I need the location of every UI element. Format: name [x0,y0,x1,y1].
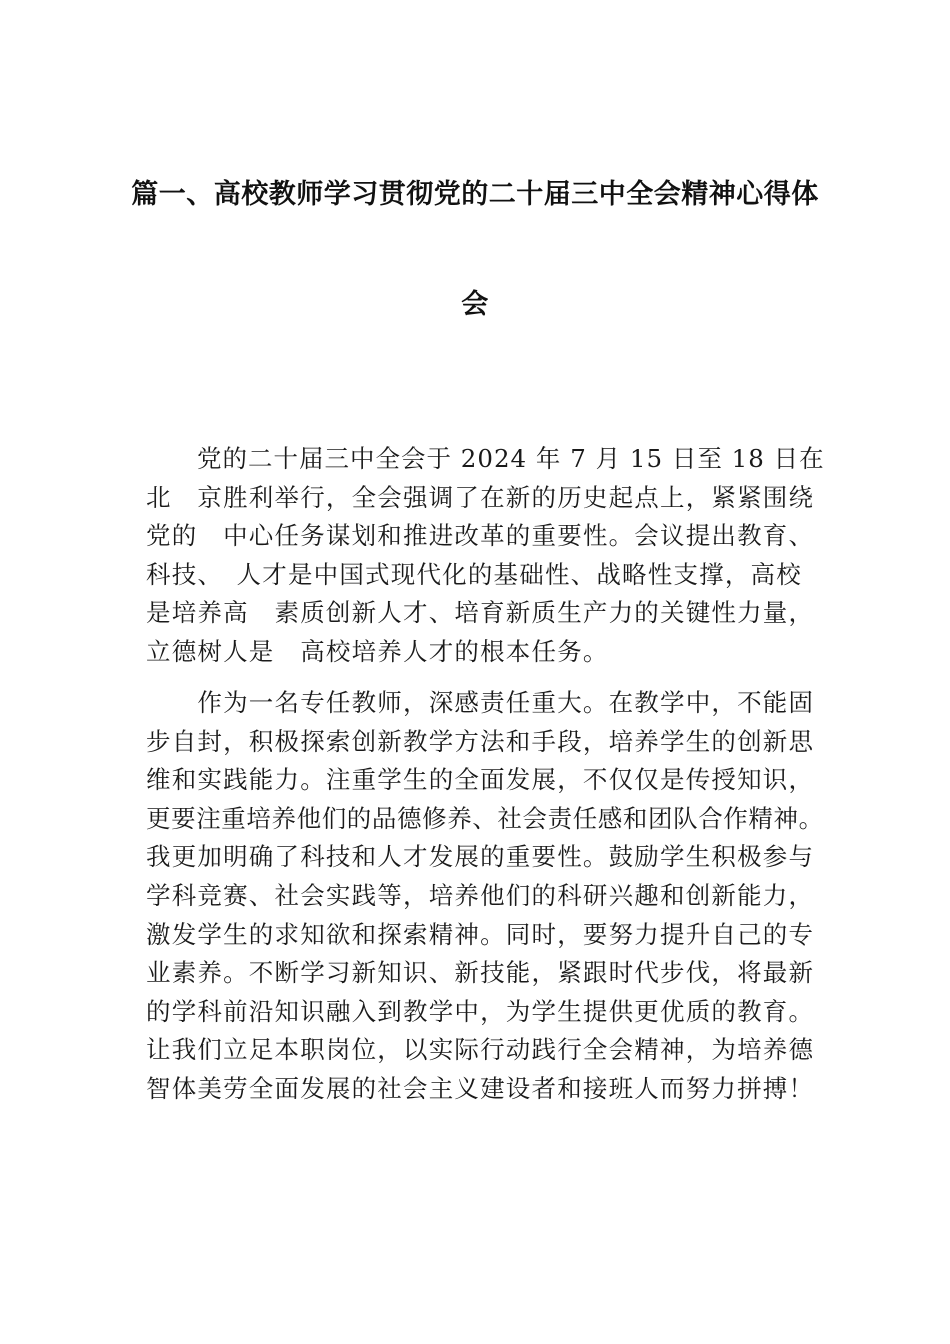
paragraph-line: 党的二十届三中全会于 2024 年 7 月 15 日至 18 日在 [146,444,825,473]
paragraph-line: 科技、 人才是中国式现代化的基础性、战略性支撑，高校 [146,559,802,589]
paragraph-line: 维和实践能力。注重学生的全面发展，不仅仅是传授知识， [146,765,815,795]
paragraph-line: 学科竞赛、社会实践等，培养他们的科研兴趣和创新能力， [146,880,815,910]
paragraph-line: 我更加明确了科技和人才发展的重要性。鼓励学生积极参与 [146,842,815,872]
paragraph-line: 作为一名专任教师，深感责任重大。在教学中，不能固 [146,688,815,717]
paragraph-line: 的学科前沿知识融入到教学中，为学生提供更优质的教育。 [146,996,815,1026]
paragraph-line: 立德树人是 高校培养人才的根本任务。 [146,636,609,666]
paragraph-line: 党的 中心任务谋划和推进改革的重要性。会议提出教育、 [146,521,815,551]
paragraph-line: 业素养。不断学习新知识、新技能，紧跟时代步伐，将最新 [146,958,815,988]
paragraph-line: 更要注重培养他们的品德修养、社会责任感和团队合作精神。 [146,803,824,833]
document-title-line-1: 篇一、高校教师学习贯彻党的二十届三中全会精神心得体 [131,179,819,210]
document-title-line-2: 会 [461,289,489,320]
paragraph-line: 步自封，积极探索创新教学方法和手段，培养学生的创新思 [146,726,815,756]
paragraph-line: 激发学生的求知欲和探索精神。同时，要努力提升自己的专 [146,919,815,949]
paragraph-2 [146,684,826,1109]
paragraph-line: 让我们立足本职岗位，以实际行动践行全会精神，为培养德 [146,1035,815,1065]
paragraph-line: 北 京胜利举行，全会强调了在新的历史起点上，紧紧围绕 [146,482,815,512]
paragraph-1 [146,440,826,672]
paragraph-line: 是培养高 素质创新人才、培育新质生产力的关键性力量， [146,598,815,628]
paragraph-line: 智体美劳全面发展的社会主义建设者和接班人而努力拼搏！ [146,1073,815,1103]
